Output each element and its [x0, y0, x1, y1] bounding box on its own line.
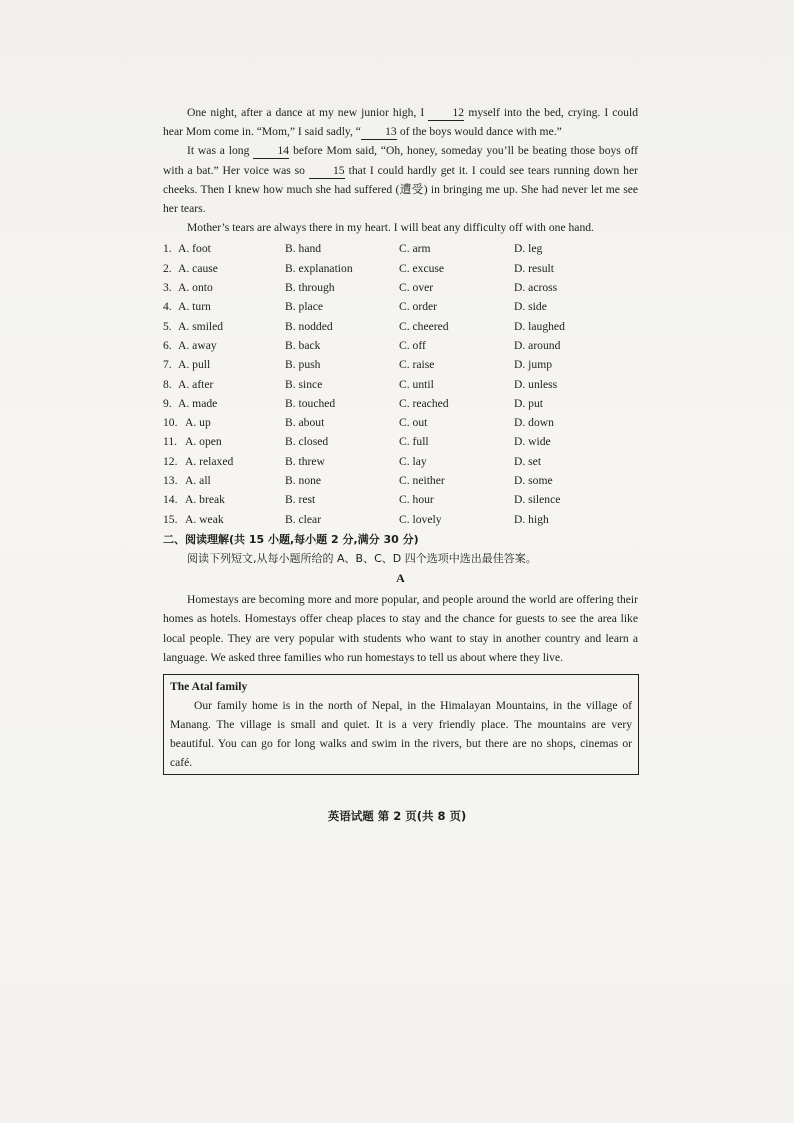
option-c: C. lay — [399, 454, 427, 468]
option-b: B. about — [285, 416, 325, 430]
question-number: 5. — [163, 319, 172, 333]
option-c: C. raise — [399, 358, 435, 372]
option-b: B. push — [285, 358, 321, 372]
passage-paragraph-2 — [163, 141, 638, 218]
option-d: D. side — [514, 300, 547, 314]
option-row-13 — [163, 471, 638, 490]
passage-paragraph-1 — [163, 103, 638, 141]
option-row-12 — [163, 452, 638, 471]
option-b: B. hand — [285, 242, 322, 256]
option-b: B. through — [285, 281, 335, 295]
paragraph-text: that I could hardly get it. I could see tears running down her cheeks. Then I knew how much she had suffered (遭受) in bringing me up. She had never let me see her tears. — [163, 163, 638, 216]
box-text: Our family home is in the north of Nepal, in the Himalayan Mountains, in the village of Manang. The village is small and quiet. It is a very friendly place. The mountains are very beautiful. You can go for long walks and swim in the rivers, but there are no shops, cinemas or café. — [170, 698, 632, 769]
option-a: A. up — [185, 416, 211, 430]
option-c: C. out — [399, 416, 428, 430]
option-d: D. silence — [514, 493, 561, 507]
section-2-heading: 二、阅读理解(共 15 小题,每小题 2 分,满分 30 分) — [163, 532, 419, 546]
passage-paragraph-3: Mother’s tears are always there in my heart. I will beat any difficulty off with one hand. — [187, 221, 594, 235]
option-a: A. relaxed — [185, 454, 234, 468]
option-b: B. place — [285, 300, 323, 314]
question-number: 15. — [163, 512, 178, 526]
option-d: D. put — [514, 396, 543, 410]
passage-intro: Homestays are becoming more and more popular, and people around the world are offering their homes as hotels. Homestays offer cheap places to stay and the chance for guests to see the area like local people. They are very popular with students who want to stay in another country and learn a language. We asked three families who run homestays to tell us about where they live. — [163, 592, 638, 665]
option-row-11 — [163, 432, 638, 451]
option-d: D. leg — [514, 242, 543, 256]
box-title: The Atal family — [170, 679, 248, 693]
option-c: C. arm — [399, 242, 431, 256]
option-d: D. laughed — [514, 319, 565, 333]
option-c: C. lovely — [399, 512, 442, 526]
option-row-5 — [163, 317, 638, 336]
question-number: 2. — [163, 261, 172, 275]
paragraph-text: before Mom said, “Oh, honey, someday you’ll be beating those boys off with a bat.” Her voice was so — [163, 144, 638, 177]
option-c: C. full — [399, 435, 429, 449]
option-a: A. made — [178, 396, 218, 410]
option-a: A. turn — [178, 300, 211, 314]
option-c: C. excuse — [399, 261, 445, 275]
blank-12: 12 — [428, 106, 464, 121]
option-a: A. onto — [178, 281, 213, 295]
option-a: A. pull — [178, 358, 211, 372]
option-a: A. after — [178, 377, 214, 391]
option-d: D. unless — [514, 377, 558, 391]
option-row-9 — [163, 394, 638, 413]
paragraph-text: It was a long — [187, 144, 250, 158]
question-number: 8. — [163, 377, 172, 391]
option-c: C. order — [399, 300, 437, 314]
option-a: A. all — [185, 473, 211, 487]
option-a: A. break — [185, 493, 225, 507]
option-d: D. result — [514, 261, 554, 275]
option-row-2 — [163, 259, 638, 278]
question-number: 7. — [163, 358, 172, 372]
option-c: C. neither — [399, 473, 445, 487]
option-c: C. off — [399, 338, 426, 352]
option-b: B. clear — [285, 512, 322, 526]
blank-15: 15 — [309, 164, 345, 179]
option-a: A. cause — [178, 261, 218, 275]
option-d: D. jump — [514, 358, 553, 372]
option-row-10 — [163, 413, 638, 432]
option-d: D. high — [514, 512, 549, 526]
option-row-8 — [163, 375, 638, 394]
option-row-4 — [163, 297, 638, 316]
option-row-7 — [163, 355, 638, 374]
question-number: 11. — [163, 435, 178, 449]
option-b: B. since — [285, 377, 323, 391]
option-row-6 — [163, 336, 638, 355]
option-c: C. over — [399, 281, 434, 295]
option-row-14 — [163, 490, 638, 509]
option-row-15 — [163, 510, 638, 529]
question-number: 3. — [163, 281, 172, 295]
option-b: B. none — [285, 473, 322, 487]
question-number: 10. — [163, 416, 178, 430]
option-d: D. set — [514, 454, 542, 468]
option-b: B. nodded — [285, 319, 333, 333]
option-d: D. some — [514, 473, 553, 487]
question-number: 9. — [163, 396, 172, 410]
question-number: 13. — [163, 473, 178, 487]
option-row-3 — [163, 278, 638, 297]
question-number: 14. — [163, 493, 178, 507]
question-number: 12. — [163, 454, 178, 468]
page-content — [163, 103, 638, 775]
option-d: D. across — [514, 281, 558, 295]
blank-13: 13 — [361, 125, 397, 140]
option-b: B. threw — [285, 454, 325, 468]
option-row-1 — [163, 239, 638, 258]
option-b: B. back — [285, 338, 321, 352]
option-a: A. weak — [185, 512, 224, 526]
question-number: 1. — [163, 242, 172, 256]
option-b: B. explanation — [285, 261, 353, 275]
option-b: B. rest — [285, 493, 316, 507]
question-number: 4. — [163, 300, 172, 314]
option-c: C. reached — [399, 396, 449, 410]
option-c: C. cheered — [399, 319, 449, 333]
cloze-options — [163, 239, 638, 528]
atal-family-box — [163, 674, 639, 775]
option-a: A. open — [185, 435, 222, 449]
option-d: D. down — [514, 416, 554, 430]
option-b: B. touched — [285, 396, 336, 410]
paragraph-text: myself into the bed, crying. I could hear Mom come in. “Mom,” I said sadly, “ — [163, 106, 638, 139]
option-d: D. around — [514, 338, 561, 352]
section-2-instruction: 阅读下列短文,从每小题所给的 A、B、C、D 四个选项中选出最佳答案。 — [187, 551, 537, 565]
option-b: B. closed — [285, 435, 329, 449]
blank-14: 14 — [253, 144, 289, 159]
option-c: C. hour — [399, 493, 434, 507]
option-a: A. smiled — [178, 319, 224, 333]
question-number: 6. — [163, 338, 172, 352]
option-d: D. wide — [514, 435, 551, 449]
paragraph-text: One night, after a dance at my new junior high, I — [187, 106, 425, 119]
reading-passage-a — [163, 590, 638, 775]
paragraph-text: of the boys would dance with me.” — [399, 125, 562, 139]
option-a: A. foot — [178, 242, 211, 256]
option-a: A. away — [178, 338, 217, 352]
part-a-label: A — [396, 570, 405, 585]
page-footer: 英语试题 第 2 页(共 8 页) — [327, 809, 467, 823]
option-c: C. until — [399, 377, 434, 391]
